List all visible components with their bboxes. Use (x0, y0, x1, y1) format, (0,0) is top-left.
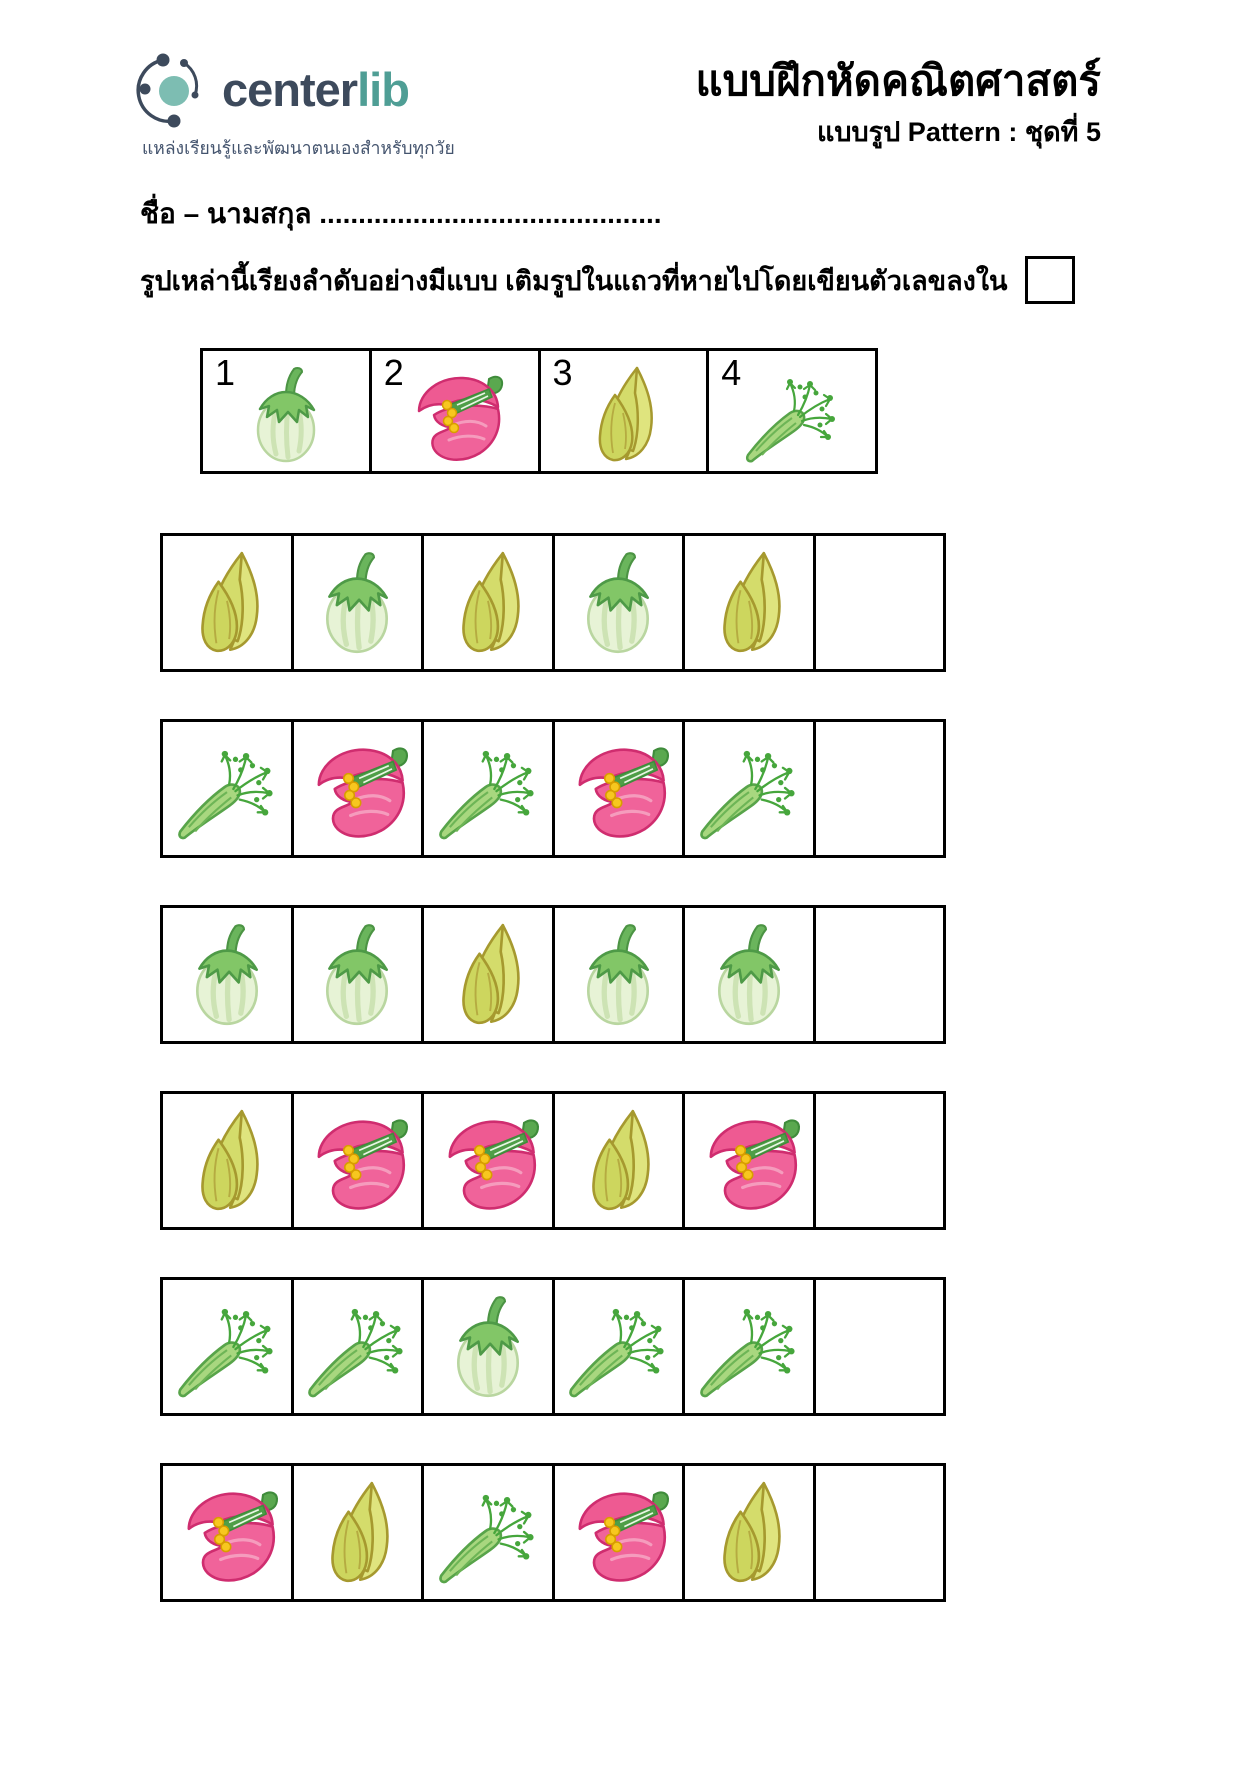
banana-blossom-icon (304, 1104, 410, 1218)
thai-eggplant-icon (304, 918, 410, 1032)
thai-eggplant-icon (565, 546, 671, 660)
pattern-cell (421, 722, 552, 855)
pattern-row-3 (160, 905, 946, 1044)
pattern-cell (291, 1466, 422, 1599)
brand-name (222, 62, 409, 116)
celery-icon (174, 1290, 280, 1404)
instruction-text: รูปเหล่านี้เรียงลำดับอย่างมีแบบ เติมรูปในแถวที่หายไปโดยเขียนตัวเลขลงใน (140, 266, 1008, 296)
answer-cell[interactable] (813, 908, 944, 1041)
pattern-cell (682, 1466, 813, 1599)
pattern-cell (682, 536, 813, 669)
pattern-cell (163, 908, 291, 1041)
key-cell-2 (369, 351, 538, 471)
key-number: 2 (383, 352, 404, 393)
pattern-cell (682, 1094, 813, 1227)
pattern-cell (552, 908, 683, 1041)
bamboo-shoot-icon (565, 1104, 671, 1218)
key-cell-3 (538, 351, 707, 471)
banana-blossom-icon (565, 1476, 671, 1590)
key-cell-4 (706, 351, 875, 471)
pattern-cell (291, 1094, 422, 1227)
pattern-cell (682, 722, 813, 855)
banana-blossom-icon (405, 361, 505, 469)
brand-tagline: แหล่งเรียนรู้และพัฒนาตนเองสำหรับทุกวัย (142, 138, 455, 158)
instruction-line (140, 256, 1075, 304)
pattern-cell (421, 1466, 552, 1599)
pattern-cell (552, 536, 683, 669)
brand-part-center: center (222, 62, 358, 116)
pattern-cell (552, 1280, 683, 1413)
celery-icon (565, 1290, 671, 1404)
answer-cell[interactable] (813, 1280, 944, 1413)
celery-icon (435, 1476, 541, 1590)
pattern-cell (552, 1466, 683, 1599)
thai-eggplant-icon (304, 546, 410, 660)
key-number: 4 (721, 352, 742, 393)
answer-cell[interactable] (813, 722, 944, 855)
banana-blossom-icon (696, 1104, 802, 1218)
thai-eggplant-icon (236, 361, 336, 469)
pattern-cell (291, 908, 422, 1041)
thai-eggplant-icon (435, 1290, 541, 1404)
pattern-row-5 (160, 1277, 946, 1416)
pattern-area (160, 533, 946, 1649)
key-number: 3 (552, 352, 573, 393)
answer-cell[interactable] (813, 1094, 944, 1227)
pattern-cell (163, 1280, 291, 1413)
answer-cell[interactable] (813, 1466, 944, 1599)
pattern-cell (421, 1280, 552, 1413)
worksheet-title: แบบฝึกหัดคณิตศาสตร์ (695, 57, 1101, 104)
banana-blossom-icon (435, 1104, 541, 1218)
thai-eggplant-icon (696, 918, 802, 1032)
bamboo-shoot-icon (304, 1476, 410, 1590)
bamboo-shoot-icon (435, 546, 541, 660)
pattern-cell (421, 908, 552, 1041)
pattern-row-4 (160, 1091, 946, 1230)
pattern-row-6 (160, 1463, 946, 1602)
pattern-cell (552, 722, 683, 855)
celery-icon (696, 732, 802, 846)
pattern-cell (291, 1280, 422, 1413)
brand-part-lib: lib (357, 62, 409, 116)
pattern-cell (421, 536, 552, 669)
instruction-answer-box[interactable] (1025, 256, 1075, 304)
pattern-cell (552, 1094, 683, 1227)
celery-icon (696, 1290, 802, 1404)
centerlib-logo-icon (136, 50, 212, 128)
bamboo-shoot-icon (573, 361, 673, 469)
answer-cell[interactable] (813, 536, 944, 669)
celery-icon (304, 1290, 410, 1404)
logo-block (136, 50, 455, 162)
bamboo-shoot-icon (174, 1104, 280, 1218)
pattern-row-2 (160, 719, 946, 858)
celery-icon (174, 732, 280, 846)
celery-icon (435, 732, 541, 846)
name-line (140, 192, 662, 236)
banana-blossom-icon (174, 1476, 280, 1590)
celery-icon (742, 361, 842, 469)
pattern-cell (421, 1094, 552, 1227)
pattern-cell (682, 908, 813, 1041)
banana-blossom-icon (565, 732, 671, 846)
pattern-cell (682, 1280, 813, 1413)
name-dotted-line[interactable]: ............................................ (319, 198, 662, 229)
key-cell-1 (203, 351, 369, 471)
thai-eggplant-icon (565, 918, 671, 1032)
pattern-cell (291, 536, 422, 669)
pattern-cell (163, 536, 291, 669)
name-label: ชื่อ – นามสกุล (140, 198, 312, 229)
bamboo-shoot-icon (696, 1476, 802, 1590)
worksheet-subtitle: แบบรูป Pattern : ชุดที่ 5 (816, 117, 1101, 148)
pattern-row-1 (160, 533, 946, 672)
key-number: 1 (215, 352, 236, 393)
key-table (200, 348, 878, 474)
thai-eggplant-icon (174, 918, 280, 1032)
banana-blossom-icon (304, 732, 410, 846)
pattern-cell (291, 722, 422, 855)
pattern-cell (163, 1094, 291, 1227)
title-block (696, 58, 1101, 153)
pattern-cell (163, 1466, 291, 1599)
pattern-cell (163, 722, 291, 855)
bamboo-shoot-icon (696, 546, 802, 660)
bamboo-shoot-icon (435, 918, 541, 1032)
bamboo-shoot-icon (174, 546, 280, 660)
